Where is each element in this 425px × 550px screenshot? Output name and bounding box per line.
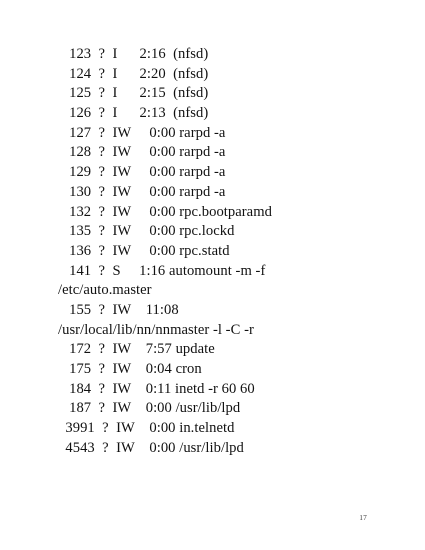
process-line-172: 172 ? IW 7:57 update	[58, 341, 215, 358]
process-line-184: 184 ? IW 0:11 inetd -r 60 60	[58, 380, 255, 397]
process-line-141: 141 ? S 1:16 automount -m -f	[58, 262, 266, 279]
process-listing	[58, 45, 398, 458]
process-line-4543: 4543 ? IW 0:00 /usr/lib/lpd	[58, 439, 244, 456]
process-line-124: 124 ? I 2:20 (nfsd)	[58, 65, 209, 82]
process-line-187: 187 ? IW 0:00 /usr/lib/lpd	[58, 400, 241, 417]
process-line-130: 130 ? IW 0:00 rarpd -a	[58, 183, 226, 200]
process-line-123: 123 ? I 2:16 (nfsd)	[58, 46, 209, 62]
process-line-136: 136 ? IW 0:00 rpc.statd	[58, 242, 230, 259]
page-number: 17	[359, 514, 367, 522]
process-line-125: 125 ? I 2:15 (nfsd)	[58, 85, 209, 102]
process-line-155-continuation: /usr/local/lib/nn/nnmaster -l -C -r	[58, 321, 254, 338]
process-line-132: 132 ? IW 0:00 rpc.bootparamd	[58, 203, 272, 220]
process-line-129: 129 ? IW 0:00 rarpd -a	[58, 164, 226, 181]
process-line-126: 126 ? I 2:13 (nfsd)	[58, 105, 209, 122]
process-line-141-continuation: /etc/auto.master	[58, 282, 152, 299]
process-line-135: 135 ? IW 0:00 rpc.lockd	[58, 223, 235, 240]
process-line-175: 175 ? IW 0:04 cron	[58, 361, 202, 377]
process-line-127: 127 ? IW 0:00 rarpd -a	[58, 124, 226, 141]
process-line-3991: 3991 ? IW 0:00 in.telnetd	[58, 420, 235, 437]
process-line-155: 155 ? IW 11:08	[58, 301, 179, 318]
process-line-128: 128 ? IW 0:00 rarpd -a	[58, 144, 226, 161]
